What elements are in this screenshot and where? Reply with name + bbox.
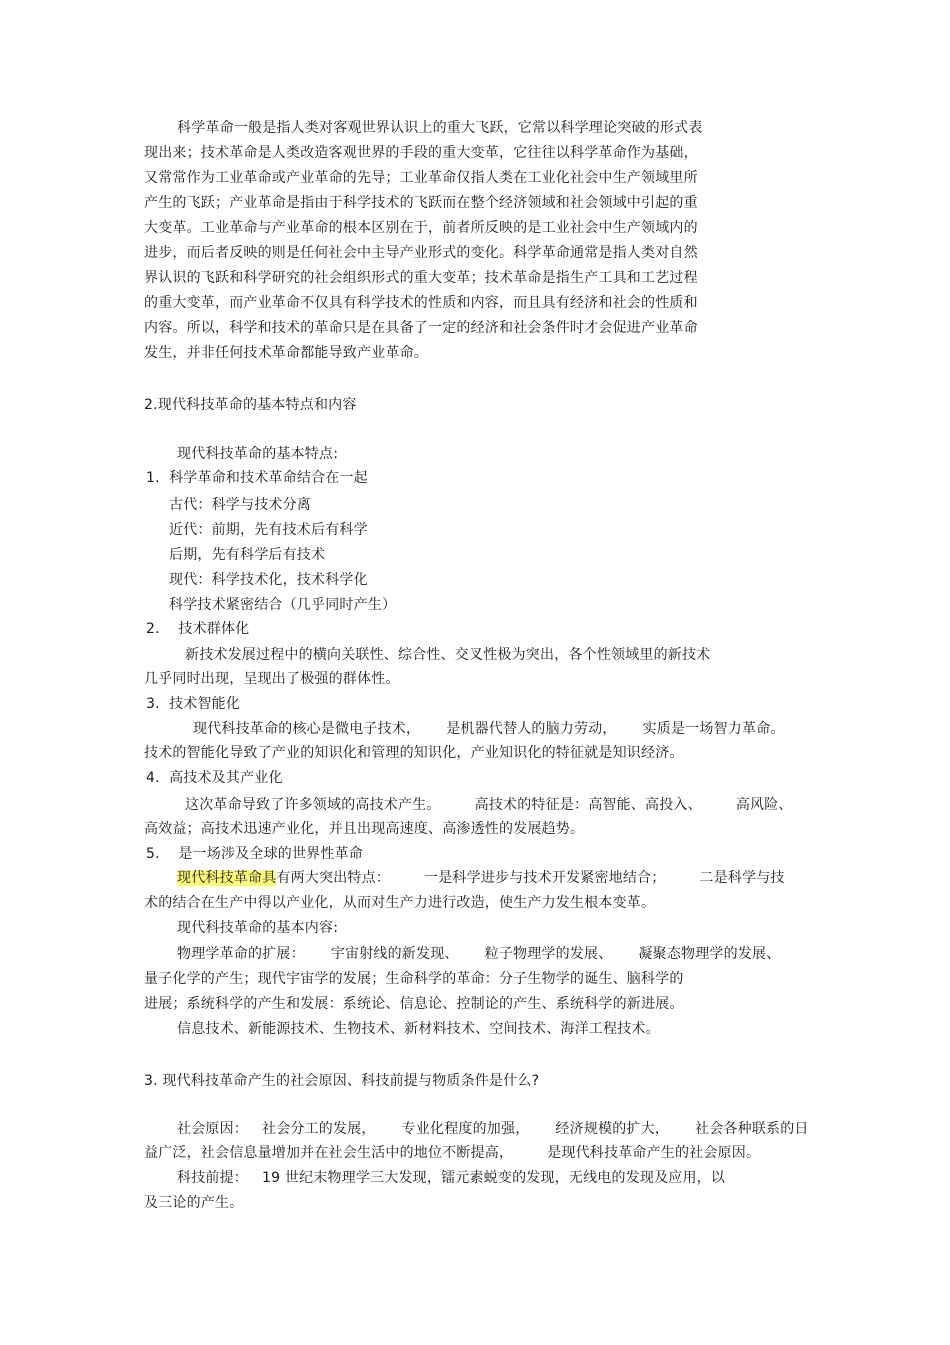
highlighted-text: 现代科技革命具 xyxy=(177,870,277,886)
content-line xyxy=(177,945,780,963)
tech-line: 及三论的产生。 xyxy=(144,1195,244,1211)
content-line: 进展；系统科学的产生和发展：系统论、信息论、控制论的产生、系统科学的新进展。 xyxy=(144,996,684,1012)
text-segment: 一是科学进步与技术开发紧密地结合； xyxy=(424,870,666,886)
feature-1-line: 后期，先有科学后有技术 xyxy=(169,547,326,563)
paragraph-line: 大变革。工业革命与产业革命的根本区别在于，前者所反映的是工业社会中生产领域内的 xyxy=(144,220,698,236)
text-segment: 粒子物理学的发展、 xyxy=(484,946,613,962)
feature-5-line: 术的结合在生产中得以产业化，从而对生产力进行改造，使生产力发生根本变革。 xyxy=(144,895,656,911)
content-line: 量子化学的产生；现代宇宙学的发展；生命科学的革命：分子生物学的诞生、脑科学的 xyxy=(144,971,684,987)
feature-title: 高技术及其产业化 xyxy=(169,770,283,786)
text-segment: 益广泛，社会信息量增加并在社会生活中的地位不断提高， xyxy=(144,1145,514,1161)
paragraph-line: 进步，而后者反映的则是任何社会中主导产业形式的变化。科学革命通常是指人类对自然 xyxy=(144,245,698,261)
text-segment: 这次革命导致了许多领域的高技术产生。 xyxy=(185,797,441,813)
feature-1-line: 近代：前期，先有技术后有科学 xyxy=(169,522,368,538)
social-line xyxy=(144,1144,760,1162)
paragraph-line: 现出来；技术革命是人类改造客观世界的手段的重大变革，它往往以科学革命作为基础， xyxy=(144,145,698,161)
text-segment: 社会原因： xyxy=(177,1121,248,1137)
feature-number: 5. xyxy=(146,846,160,862)
feature-3-heading xyxy=(146,695,240,713)
feature-4-heading xyxy=(146,769,283,787)
paragraph-line: 又常常作为工业革命或产业革命的先导；工业革命仅指人类在工业化社会中生产领域里所 xyxy=(144,170,698,186)
paragraph-line: 科学革命一般是指人类对客观世界认识上的重大飞跃，它常以科学理论突破的形式表 xyxy=(177,120,703,136)
feature-title: 是一场涉及全球的世界性革命 xyxy=(178,846,363,862)
tech-line xyxy=(177,1169,725,1187)
text-segment: 凝聚态物理学的发展、 xyxy=(638,946,781,962)
feature-2-line: 几乎同时出现，呈现出了极强的群体性。 xyxy=(144,671,400,687)
paragraph-line: 产生的飞跃；产业革命是指由于科学技术的飞跃而在整个经济领域和社会领域中引起的重 xyxy=(144,195,698,211)
feature-5-heading xyxy=(146,845,363,863)
feature-3-line xyxy=(193,720,785,738)
feature-1-line: 现代：科学技术化，技术科学化 xyxy=(169,572,368,588)
text-segment: 专业化程度的加强， xyxy=(401,1121,530,1137)
text-segment: 有两大突出特点： xyxy=(276,870,391,886)
section-heading: 3. 现代科技革命产生的社会原因、科技前提与物质条件是什么? xyxy=(144,1073,540,1089)
feature-title: 技术智能化 xyxy=(169,696,241,712)
feature-number: 1. xyxy=(146,470,160,486)
content-title: 现代科技革命的基本内容: xyxy=(177,920,339,936)
paragraph-line: 界认识的飞跃和科学研究的社会组织形式的重大变革；技术革命是指生产工具和工艺过程 xyxy=(144,270,698,286)
feature-number: 3. xyxy=(146,696,160,712)
text-segment: 经济规模的扩大， xyxy=(555,1121,670,1137)
feature-1-heading xyxy=(146,469,368,487)
text-segment: 现代科技革命的核心是微电子技术， xyxy=(193,721,421,737)
features-title: 现代科技革命的基本特点: xyxy=(177,446,339,462)
feature-number: 4. xyxy=(146,770,160,786)
text-segment: 宇宙射线的新发现、 xyxy=(330,946,459,962)
feature-1-line: 古代：科学与技术分离 xyxy=(169,497,311,513)
text-segment: 19 世纪末物理学三大发现，镭元素蜕变的发现，无线电的发现及应用，以 xyxy=(262,1170,726,1186)
text-segment: 高风险、 xyxy=(735,797,793,813)
paragraph-line: 内容。所以，科学和技术的革命只是在具备了一定的经济和社会条件时才会促进产业革命 xyxy=(144,320,698,336)
feature-4-line: 高效益；高技术迅速产业化，并且出现高速度、高渗透性的发展趋势。 xyxy=(144,821,585,837)
paragraph-line: 发生，并非任何技术革命都能导致产业革命。 xyxy=(144,345,428,361)
content-line: 信息技术、新能源技术、生物技术、新材料技术、空间技术、海洋工程技术。 xyxy=(177,1021,660,1037)
text-segment: 社会分工的发展， xyxy=(262,1121,376,1137)
text-segment: 科技前提： xyxy=(177,1170,248,1186)
feature-2-heading xyxy=(146,620,249,638)
feature-number: 2. xyxy=(146,621,160,637)
social-line xyxy=(177,1120,809,1138)
feature-title: 科学革命和技术革命结合在一起 xyxy=(169,470,368,486)
feature-title: 技术群体化 xyxy=(178,621,250,637)
text-segment: 实质是一场智力革命。 xyxy=(642,721,785,737)
text-segment: 社会各种联系的日 xyxy=(695,1121,809,1137)
feature-5-line xyxy=(177,869,785,887)
feature-1-line: 科学技术紧密结合（几乎同时产生） xyxy=(169,597,397,613)
feature-3-line: 技术的智能化导致了产业的知识化和管理的知识化，产业知识化的特征就是知识经济。 xyxy=(144,745,684,761)
text-segment: 高技术的特征是：高智能、高投入、 xyxy=(474,797,702,813)
text-segment: 是机器代替人的脑力劳动， xyxy=(446,721,617,737)
text-segment: 二是科学与技 xyxy=(699,870,785,886)
feature-2-line: 新技术发展过程中的横向关联性、综合性、交叉性极为突出，各个性领域里的新技术 xyxy=(185,647,711,663)
paragraph-line: 的重大变革，而产业革命不仅具有科学技术的性质和内容，而且具有经济和社会的性质和 xyxy=(144,295,698,311)
section-heading: 2.现代科技革命的基本特点和内容 xyxy=(144,397,357,413)
text-segment: 物理学革命的扩展： xyxy=(177,946,305,962)
text-segment: 是现代科技革命产生的社会原因。 xyxy=(547,1145,761,1161)
feature-4-line xyxy=(185,796,793,814)
